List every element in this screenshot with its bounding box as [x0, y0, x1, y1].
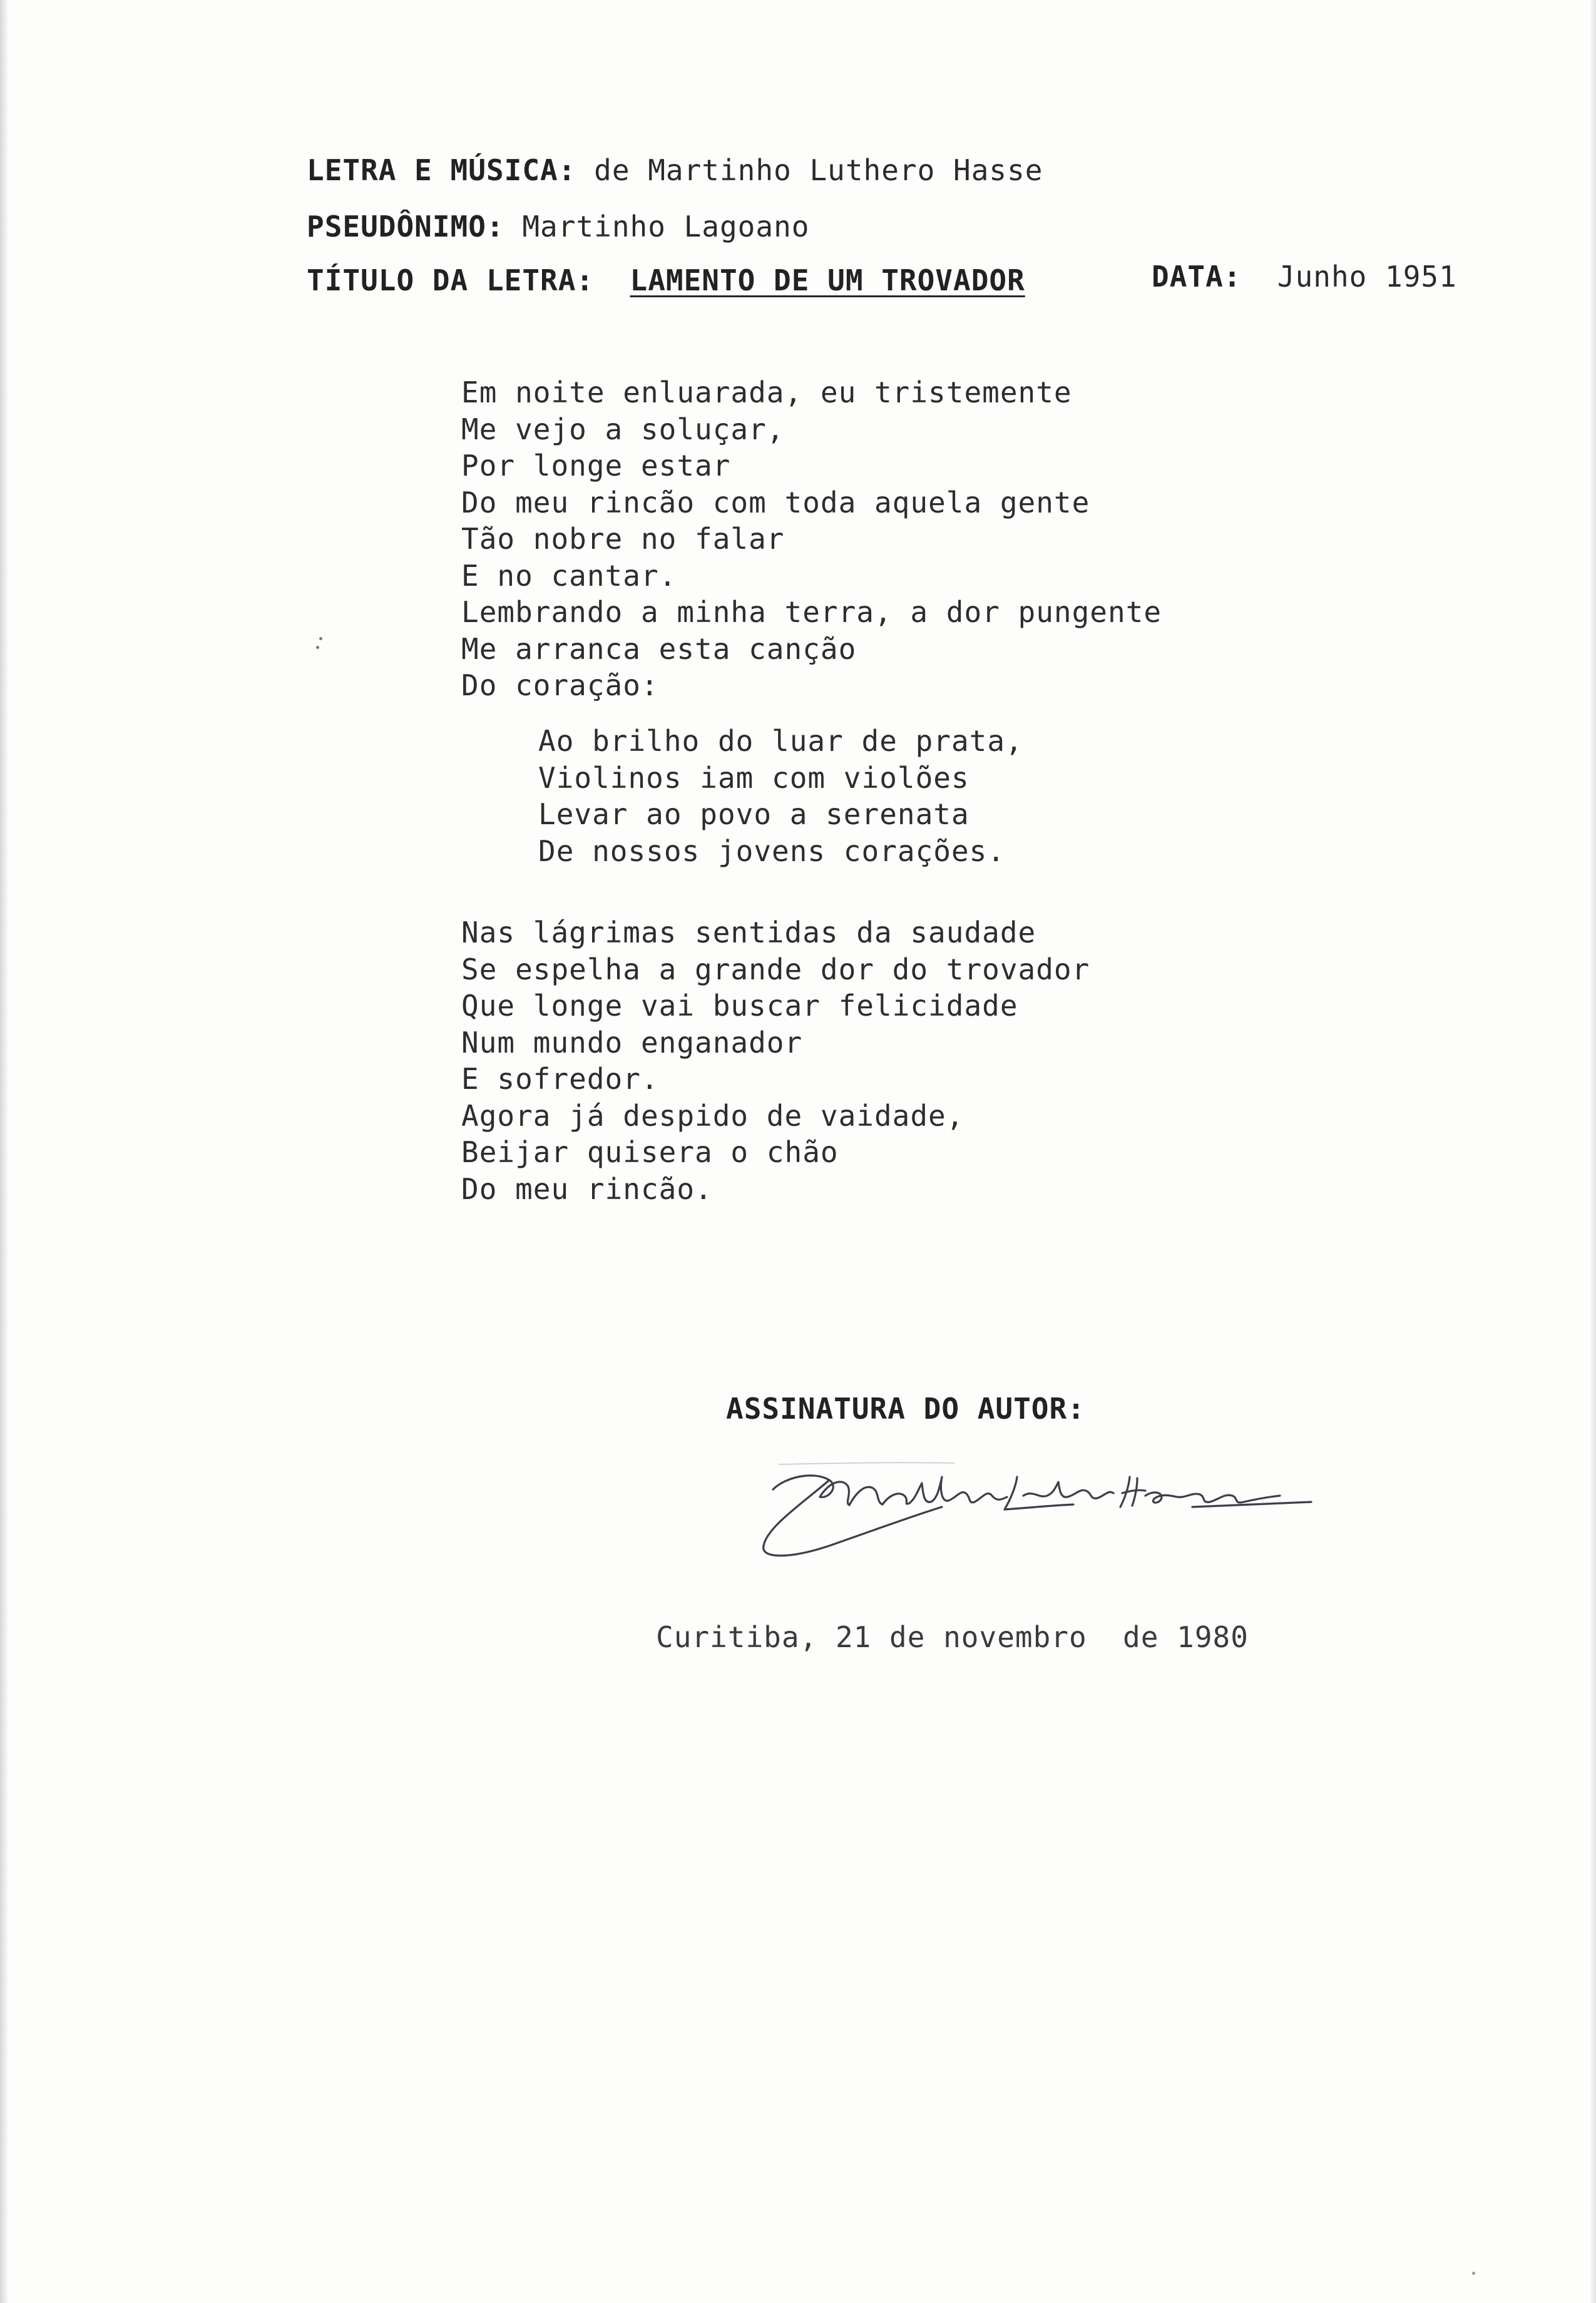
poem-line: De nossos jovens corações. — [538, 834, 1006, 868]
poem-line: Se espelha a grande dor do trovador — [461, 952, 1090, 986]
data-value: Junho 1951 — [1277, 260, 1457, 294]
pseudonimo-line — [307, 208, 809, 245]
poem-line: Me arranca esta canção — [461, 631, 857, 666]
place-date: Curitiba, 21 de novembro de 1980 — [656, 1620, 1249, 1654]
poem-line: Ao brilho do luar de prata, — [538, 724, 1023, 758]
page-left-edge — [0, 0, 9, 2303]
poem-stanza-2 — [461, 914, 1090, 1207]
poem-line: Me vejo a soluçar, — [461, 412, 785, 446]
stray-mark — [1472, 2272, 1475, 2275]
letra-musica-label: LETRA E MÚSICA: — [307, 153, 576, 187]
signature-label: ASSINATURA DO AUTOR: — [726, 1392, 1085, 1426]
stray-mark — [316, 646, 319, 649]
poem-line: Levar ao povo a serenata — [538, 797, 969, 831]
poem-line: Do meu rincão. — [461, 1172, 713, 1206]
poem-line: Beijar quisera o chão — [461, 1135, 839, 1169]
poem-line: Que longe vai buscar felicidade — [461, 989, 1018, 1023]
poem-line: E no cantar. — [461, 558, 677, 593]
letra-musica-line — [307, 152, 1043, 188]
poem-line: Do coração: — [461, 668, 659, 702]
poem-line: Agora já despido de vaidade, — [461, 1098, 964, 1133]
poem-line: Por longe estar — [461, 449, 731, 483]
poem-line: Nas lágrimas sentidas da saudade — [461, 916, 1036, 949]
stray-mark — [319, 637, 322, 640]
poem-refrain — [538, 723, 1023, 869]
poem-line: Em noite enluarada, eu tristemente — [461, 375, 1072, 409]
letra-musica-value: de Martinho Luthero Hasse — [594, 153, 1043, 187]
poem-line: E sofredor. — [461, 1062, 659, 1096]
poem-line: Lembrando a minha terra, a dor pungente — [461, 595, 1162, 629]
poem-line: Num mundo enganador — [461, 1025, 803, 1060]
song-title: LAMENTO DE UM TROVADOR — [630, 263, 1025, 297]
pseudonimo-value: Martinho Lagoano — [522, 210, 810, 243]
handwritten-signature — [754, 1452, 1330, 1565]
pseudonimo-label: PSEUDÔNIMO: — [307, 210, 504, 243]
titulo-label: TÍTULO DA LETRA: — [307, 263, 595, 297]
poem-line: Violinos iam com violões — [538, 760, 969, 795]
poem-line: Do meu rincão com toda aquela gente — [461, 485, 1090, 519]
data-line — [1152, 258, 1457, 295]
poem-line: Tão nobre no falar — [461, 522, 785, 556]
page-right-edge — [1590, 0, 1596, 2303]
data-label: DATA: — [1152, 260, 1242, 294]
poem-stanza-1 — [461, 374, 1162, 704]
titulo-line — [307, 262, 1025, 299]
